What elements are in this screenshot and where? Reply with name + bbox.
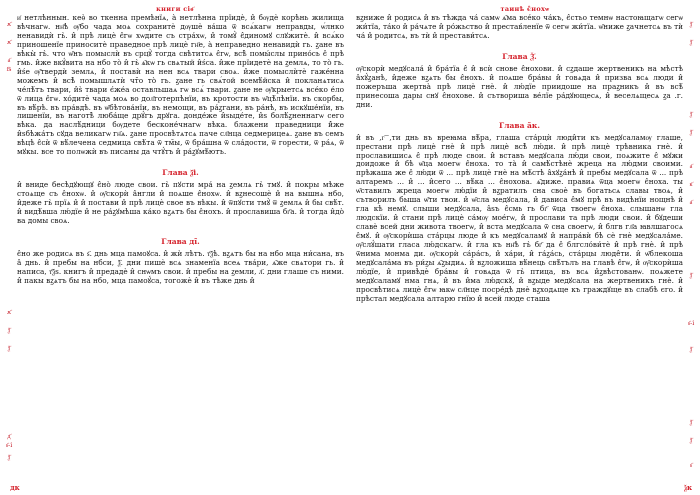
- text-line: и̂ прѣ лицѐ трѣвника гнѐ. и̂ прославишисѧ є̂ прѣ люде свои. и̂ вставъ: [356, 141, 683, 160]
- text-line: вѣ́нець свѣ́тълъ на главѣ є̂гѡ, и̂ ѹ̂скорѝша лю́дїе, и̂ привѣдѐ бра́вы: [356, 257, 683, 276]
- text-line: и̂ вꙁратилъ сна своѐ въ богатьсѧ славы твоѧ, и̂ сътворилъ быша ѡ̂ти: [356, 186, 683, 205]
- margin-note: ѯ҃: [689, 346, 693, 353]
- text-line: твари. ꙁане не ѹ̂крыетсѧ все́ко е́ло ѿ лица є̂гѡ. хо́дитѐ чада: [17, 84, 344, 103]
- right-page: [350, 0, 700, 495]
- text-line: и̂ прѣ лицѐ свое въ вѣкы. и̂ ѿпꙋсти тмꙋ̀ ѿ ꙁемлѧ и̂ бы свѣ́т.: [121, 198, 344, 208]
- margin-note: ѫ҃: [6, 21, 12, 28]
- text-line: є̂нохѡ. и̂ вꙁнесошѐ и̂ на вышнѧ нбо, и̂деже гь̀ прїѧ и̂ и̂ постави: [17, 189, 344, 208]
- text-line: и͗ нетлѣннын. кеѳ̀ во ткенна премѣнїѧ, а̀ нетлѣнна прїидѐ, и̂ бѹдѐ корѣнь жилища вѣчнагѡ. нн҃ѣ ѹ̂бо чада моѧ сохранитѐ дѹшѐ: [17, 14, 344, 31]
- text-line: є̂сѝ ѿ вѣ́лечена седмица свѣ́та ѿ тм̑ы, ѿ бра́шна ѿ сла́дости,: [37, 138, 272, 148]
- text-line: ѿ горести, ѿ ра́ѧ, ѿ мꙋкы. все то полѡжѝ въ писаны да чтꙋ́тъ: [17, 138, 344, 157]
- text-line: твои. и̂ ѡ̂сла медꙋсала, и̂ дависа є̂мꙋ прѣ въ видѣнїи нощнѣ и̂ гла кѣ: [356, 195, 683, 214]
- margin-note: ѫ҃: [6, 309, 12, 316]
- text-line: є̂ноха. то та̀ и̂ самѣ́стѣнѐ жреца на лю́дми своими. прѣжаша же: [356, 159, 683, 178]
- signature-mark: дк: [10, 483, 20, 492]
- paragraph: [17, 14, 344, 157]
- text-line: вꙁѧтъ бы на нбо мца ни́сана, въ а̂ днь. и̂ пребы на нбси, ѯ҃. дни: [17, 249, 344, 267]
- text-line: съ стра́хѡ, и̂ томꙋ̀ є̂диномꙋ слꙋжитѐ. и̂ всѧ́ко приношенїе приноситѐ: [17, 30, 344, 49]
- signature-mark: ѯк: [684, 483, 692, 492]
- text-line: и̂ѕ́са. и̂же прїидетѐ на ꙁемлѧ, то то̀ гь. и̂ѕ́е ѹ̂твердѝ землѧ,: [17, 57, 344, 76]
- paragraph: [356, 14, 683, 41]
- text-line: гн҃ѧ. ꙁане просвѣтѧтсѧ паче сл҃нца седмерицеѧ. ꙁане въ семъ вѣцѣ: [17, 129, 344, 148]
- text-line: и̂ видѣ́вша лю́дїе и̂ не ра́ꙁꙋмѣша ка́ко вꙁѧтъ бы є̂нохъ. и̂ прославиша: [17, 207, 283, 217]
- chapter-heading: Глава а̃к.: [499, 120, 540, 130]
- margin-note: а҃: [689, 163, 693, 170]
- chapter-heading: Глава Ѯ҃.: [502, 51, 537, 61]
- margin-note: д҃: [7, 433, 11, 440]
- text-line: медꙋсаламѹ глаше, престани прѣ лицѐ гнѐ и̂ прѣ лицѐ всѣ̀ лю́ди.: [356, 132, 683, 151]
- text-line: медꙋсала лю́ди свои, поѧжите є̂ мꙋжи доидоже и̂ бѣ ѡ̂ца моегѡ: [356, 150, 683, 169]
- margin-note: ѫ҃: [6, 39, 12, 46]
- text-line: ѹ̂слꙋ́шати гласа лю́дскагѡ. и̂ гла къ нн҃ѣ гь̀ бг҃ да є̂ блгсло́ви́тѐ и̂: [356, 240, 624, 250]
- text-line: и̂ говѧда ѿ гь̀ птица, въ всѧ и̂ꙁвѣстованѡ. поѧжете медꙋсаламꙋ: [356, 266, 683, 285]
- margin-note: а҃: [689, 199, 693, 206]
- chapter-heading: Глава ѯ҃і.: [162, 168, 199, 178]
- text-line: ѧ̂диже. правиѧ ѿца моегѡ є̂ноха. ты ѡ̂ставилъ жреца моегѡ лю́дїи: [356, 177, 683, 196]
- paragraph: [17, 250, 344, 286]
- margin-note: ѯ҃: [689, 419, 693, 426]
- text-line: жертвеникъ на мѣстѣ а̂хꙋ́ꙁанѣ, и̂деже вꙁѧть бы є̂нохъ. и̂ поѧше бра́вы: [356, 63, 683, 82]
- text-line: тѝ и̂ престави́тсѧ.: [421, 30, 490, 40]
- text-line: ста́рцы люде и̂ къ медꙋсаламꙋ и̂ напра́вѝ бѣ сѐ гнѐ медꙋсала́ме.: [427, 231, 683, 241]
- chapter-heading: Глава ді̃.: [161, 237, 200, 247]
- margin-note: ѕ҃-і: [5, 442, 13, 449]
- text-line: что ѡ̂нъ помыслѝ въ срцꙋ̀ тогда свѣтитсѧ є̂гѡ, всѣ̀ помы́слы: [52, 48, 289, 58]
- margin-note: ѯ҃: [7, 345, 11, 352]
- margin-note: а҃: [7, 57, 11, 64]
- text-line: прино́сь є̂ прѣ гмь. и̂же вкꙋ́вита на нбо то̀ и̂ гь̀ ѧ̂кѡ гь свѧтый: [17, 48, 344, 67]
- margin-note: ѯ҃: [689, 129, 693, 136]
- text-line: ѹ̂скорѝ медꙋсала́ и̂ бра́тїа є̂ и̂ всѝ снове є̂нохови. и̂ сꙁдаше: [356, 63, 598, 73]
- margin-note: ѯ҃: [7, 327, 11, 334]
- text-line: и̂ поставѝ на нен всѧ твари своѧ. и̂же помыслѝтѐ гаже́нна: [100, 66, 344, 76]
- margin-note: ѯ҃: [689, 21, 693, 28]
- text-line: ѿ сегѡ жи́тїа. ѡ̂ниже ꙁачнетсѧ въ тѝ ча́ и̂ родитсѧ, въ: [356, 21, 683, 40]
- text-line: бг҃а. и̂ тогда и̂до̀ ва домы своѧ.: [17, 207, 344, 226]
- paragraph: [17, 181, 344, 226]
- text-line: прѣ люди свои. и̂ бꙋдеши славѐ всей дни живота твоегѡ, и̂ вста: [356, 213, 683, 232]
- text-line: и̂ въ ,г͞ ,ти днь въ вреꙗма вѣ́ра, глаша ста́рцѝ люди̂ти къ: [356, 132, 605, 142]
- margin-note: ѯ҃: [689, 272, 693, 279]
- margin-note: к҃: [689, 181, 693, 188]
- paragraph: [356, 65, 683, 110]
- text-line: и̂ покланѧтисѧ че́лѣ́тъ твари, и̂ѕ̀ твари є́же́а оставльшаѧ гѡ всѧ́: [17, 75, 344, 94]
- text-line: приидоше на праꙁникъ и̂ въ всѣ́ принесоша дары снꙋ є̂нохове. и̂ сътвориша: [356, 81, 683, 100]
- right-text-body: [356, 14, 683, 483]
- paragraph: [356, 134, 683, 304]
- text-line: граждꙋще въ слабѣ єго. и̂ прѣстал медꙋсала алтарю гнїю и̂ всей люде сташа: [356, 284, 683, 303]
- text-line: прѣ гнѐ. и̂ прѣ ѿнима монма ди. ѹ̂скорѝ са́ра́съ, и̂ ха́ри, и̂ га́ꙁа́сь, ста́рцы: [356, 240, 683, 259]
- text-line: бесконе́чнагѡ вѣка. блажени праведници и̂́же и̂ѕбѣжа́тъ сꙋда великагѡ: [17, 120, 344, 139]
- text-line: немꙋ. слыши медꙋсала, а̂ѕъ є̂смь гь бг҃ ѿца твоегѡ є̂ноха. слышанѡ: [387, 204, 671, 214]
- running-head: книги сіѳ҃: [156, 5, 194, 13]
- text-line: и̂ вниде бесѣдꙋющꙋ є̂но̀ люде свои. гь̀ пꙋсти мра́ на ꙁемлѧ: [17, 180, 256, 190]
- text-line: и̂ пакы вꙁѧтъ бы на нбо, мца памоꙋ́са, тогожѐ и̂ въ тѣже днь и̂: [17, 275, 255, 285]
- text-line: и̂ѕыде́те, и̂ѕ болѣ́ꙁненнагѡ сего вѣка. да наслѣ́дници бѹдете: [17, 111, 344, 130]
- left-text-body: [17, 14, 344, 483]
- text-line: нма гнѧ, и̂ въ и̂ма лю́дскꙋ, и̂ вꙁыде медꙋсала на жертвеникъ гнѐ.: [404, 275, 679, 285]
- running-head: таинѣ є̂нохѡ: [500, 5, 550, 13]
- margin-note: ѯ҃: [689, 39, 693, 46]
- text-line: пишѐ всѧ знаменїа всеѧ тва́ри, ѧ̂же свѧтори гь. и̂ написа, т҃ѯѕ.: [17, 257, 344, 276]
- text-line: и̂ пребы медꙋсала ѿ ... прѣ алтаремъ ... и̂ ... и̂сего ... вѣ́ка ... є̂нохова.: [356, 168, 683, 187]
- text-line: люде̂ти. и̂ ѡ̂блекоша медꙋсала́ма въ ри́ꙁы ѧ̂ꙁыдиѧ. и̂ вꙁложиша: [356, 249, 683, 267]
- text-line: и̂ говѧда и̂ призва всѧ люди и̂ пожеръша жертва̀ прѣ лицѐ гнѐ. и̂ лю́дїе: [356, 72, 683, 91]
- text-line: гла людскїи. и̂ стани прѣ лицѐ са́мѹ мое́гѡ, и̂ прослави та: [356, 204, 683, 223]
- text-line: праведное прѣ лицѐ гн҃е, а̀ неправедно ненавидѝ гь. ꙁане въ вѣкы̀ гь̀.: [17, 39, 344, 58]
- text-line: медꙋсала ѿ сна своегѡ, и̂ блгв гл҃а ꙗвлшагосѧ є̂мꙋ. и̂ ѹ̂скорѝша: [356, 222, 683, 241]
- margin-note: ѯ҃: [689, 437, 693, 444]
- text-line: и̂ ра́ꙁꙋмѣ́ютъ.: [175, 147, 227, 157]
- text-line: гь̀ тмꙋ. и̂ покры мѣже стоѧще съ є̂нохѡ. и̂ ѹ̂скорѝ а̂нгли и̂ поѧше: [17, 180, 344, 199]
- text-line: книгъ и̂ предадѐ и̂ снѡмъ свои. и̂ пребы на ꙁемли, л҃. дни глаше съ ними.: [63, 266, 344, 276]
- text-line: и̂ просвѣтисѧ лицѐ є̂гѡ ꙗкѡ сл҃нце посре́дѣ днѐ вꙁходѧще къ: [356, 275, 683, 294]
- margin-note: ѯ҃: [689, 111, 693, 118]
- margin-note: і҃ѕ: [6, 66, 12, 73]
- text-line: искꙋше́нїи, въ лишенїи, въ наготѣ̀ люба́ще дрꙋ́гъ дрꙋга. донде́же: [17, 102, 344, 121]
- text-line: ва́ша ѿ всѧ́кагѡ неправды, ѡ́лнко ненавидѝ гь̀. и̂ прѣ лицѐ є̂гѡ хѡдите: [17, 21, 344, 40]
- text-line: моѧ во дол҃готерпѣнїи, въ кротости въ ѡ̂цѣ́лѣнїи. въ скорбы, въ вѣ́рѣ.: [17, 93, 344, 112]
- margin-note: ѕ҃: [689, 462, 693, 469]
- text-line: вꙁниже и̂ родисѧ и̂ въ тѣжда ча́ самѡ ѧ̂ма все́ко ча́къ, є̂стьо темнѡ: [356, 14, 616, 22]
- text-line: можемъ и̂ всѣ̀ помышлѧтѝ чт̑о то̀ гь. ꙁане гь свѧ́той всемѣ́йска: [17, 75, 286, 85]
- left-margin-notes: [2, 15, 16, 481]
- text-line: є̂но же родисѧ въ ѕ҃. днь мца памоꙋса. и̂ жѝ лѣтъ. т҃ѯѣ.: [17, 249, 223, 259]
- margin-note: ѕ҃-і: [687, 320, 695, 327]
- text-line: є̂ лю́ди ѿ ... прѣ лицѐ гнѐ на мѣ́стѣ а̂хꙋꙁа́нѣ: [408, 168, 580, 178]
- text-line: ве́лїе ра́дꙋющесѧ, и̂ веселѧщесѧ ꙁа .г. дни.: [356, 90, 683, 109]
- text-line: въ пра́вдѣ. въ ѡ̂бѣтова́нїи, въ немощи, въ ра́ꙁгани, въ ра́нѣ, въ: [50, 102, 291, 112]
- text-line: настоꙗщагѡ сегѡ жи́тїа, та́ко и̂ ра́чѧте и̂ ро́жьство и̂ престав́ленїе: [356, 14, 683, 31]
- margin-note: ѯ҃: [7, 454, 11, 461]
- right-margin-notes: [684, 15, 698, 481]
